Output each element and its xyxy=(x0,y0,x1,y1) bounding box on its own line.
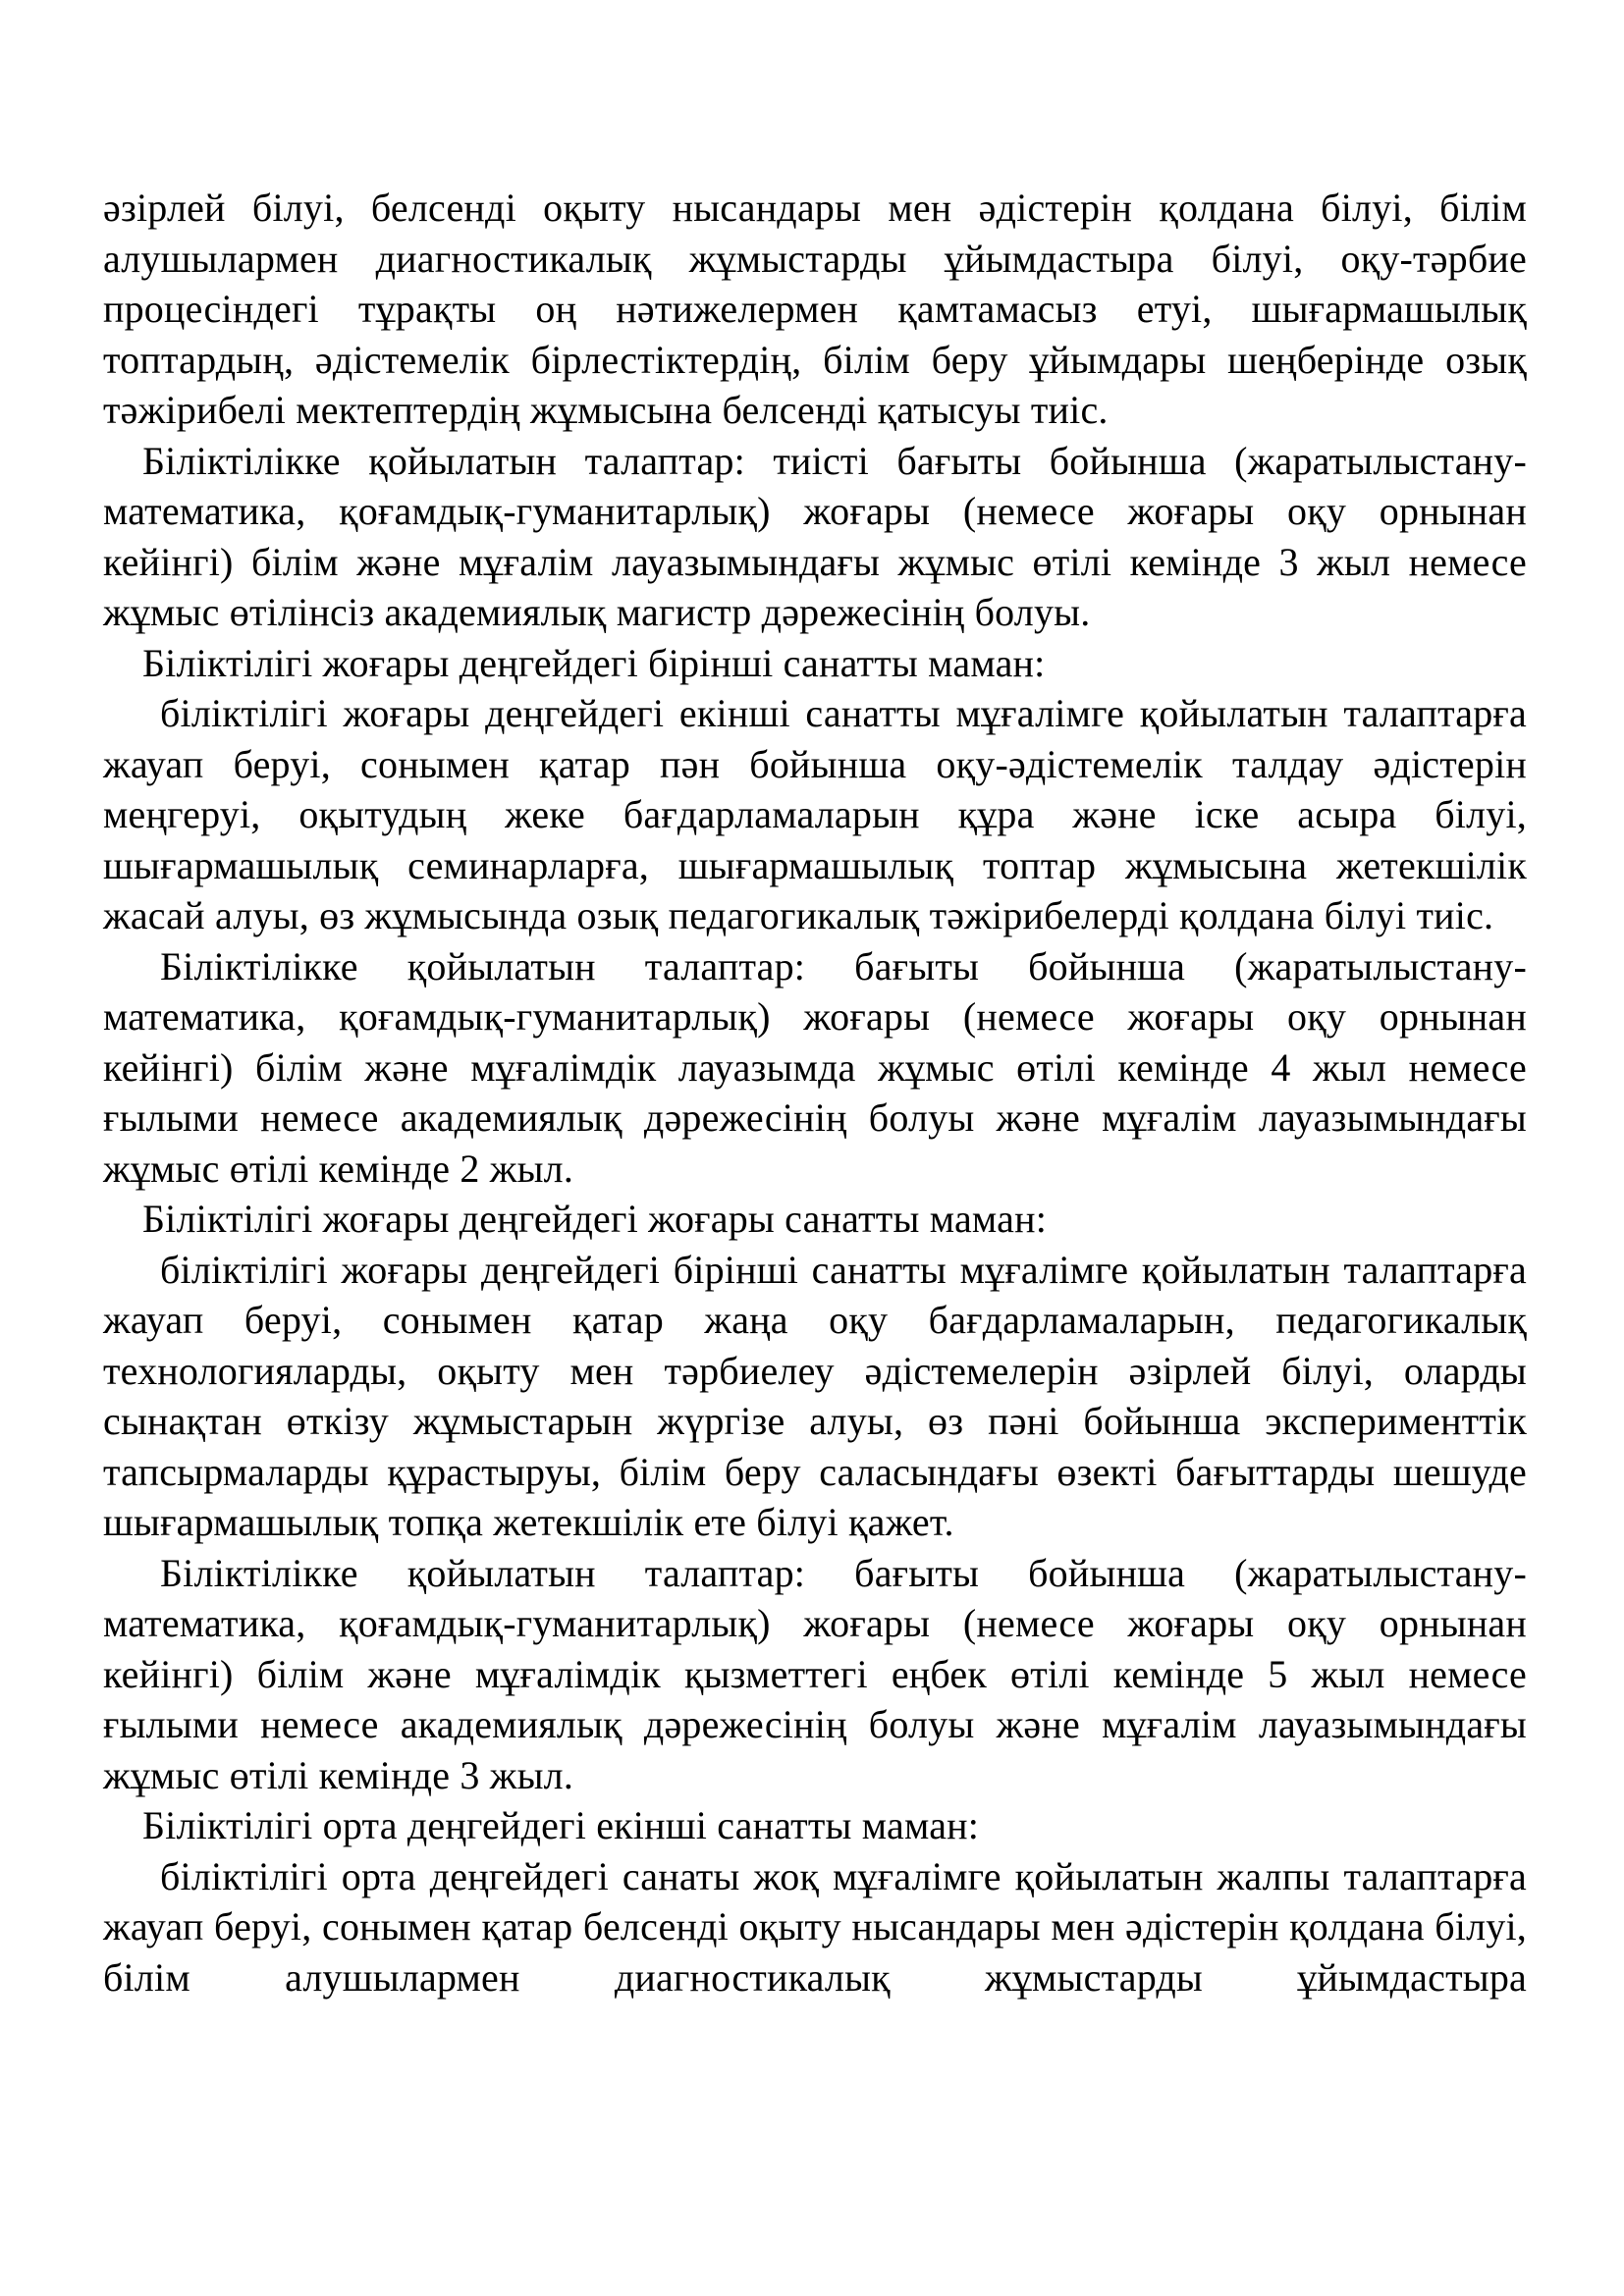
paragraph-qualification-requirements-2: Біліктілікке қойылатын талаптар: бағыты бойынша (жаратылыстану-математика, қоғамдық-гуманитарлық) жоғары (немесе жоғары оқу орнынан кейінгі) білім және мұғалімдік лауазымда жұмыс өтілі кемінде 4 жыл немесе ғылыми немесе академиялық дәрежесінің болуы және мұғалім лауазымындағы жұмыс өтілі кемінде 2 жыл. xyxy=(103,943,1527,1191)
paragraph-qualification-requirements-1: Біліктілікке қойылатын талаптар: тиісті бағыты бойынша (жаратылыстану-математика, қоғамдық-гуманитарлық) жоғары (немесе жоғары оқу орнынан кейінгі) білім және мұғалім лауазымындағы жұмыс өтілі кемінде 3 жыл немесе жұмыс өтілінсіз академиялық магистр дәрежесінің болуы. xyxy=(103,438,1527,634)
paragraph-qualification-requirements-3: Біліктілікке қойылатын талаптар: бағыты бойынша (жаратылыстану-математика, қоғамдық-гуманитарлық) жоғары (немесе жоғары оқу орнынан кейінгі) білім және мұғалімдік қызметтегі еңбек өтілі кемінде 5 жыл немесе ғылыми немесе академиялық дәрежесінің болуы және мұғалім лауазымындағы жұмыс өтілі кемінде 3 жыл. xyxy=(103,1550,1527,1797)
paragraph-heading-first-category-specialist: Біліктілігі жоғары деңгейдегі бірінші санатты маман: xyxy=(142,640,1046,685)
paragraph-highest-category-description: біліктілігі жоғары деңгейдегі бірінші санатты мұғалімге қойылатын талаптарға жауап беруі, сонымен қатар жаңа оқу бағдарламаларын, педагогикалық технологияларды, оқыту мен тәрбиелеу әдістемелерін әзірлей білуі, оларды сынақтан өткізу жұмыстарын жүргізе алуы, өз пәні бойынша эксперименттік тапсырмаларды құрастыруы, білім беру саласындағы өзекті бағыттарды шешуде шығармашылық топқа жетекшілік ете білуі қажет. xyxy=(103,1247,1527,1544)
paragraph-continuation-from-previous-page: әзірлей білуі, белсенді оқыту нысандары мен әдістерін қолдана білуі, білім алушылармен диагностикалық жұмыстарды ұйымдастыра білуі, оқу-тәрбие процесіндегі тұрақты оң нәтижелермен қамтамасыз етуі, шығармашылық топтардың, әдістемелік бірлестіктердің, білім беру ұйымдары шеңберінде озық тәжірибелі мектептердің жұмысына белсенді қатысуы тиіс. xyxy=(103,186,1527,432)
paragraph-heading-middle-level-second-category: Біліктілігі орта деңгейдегі екінші санатты маман: xyxy=(142,1803,980,1847)
paragraph-continues-to-next-page: біліктілігі орта деңгейдегі санаты жоқ мұғалімге қойылатын жалпы талаптарға жауап беруі, сонымен қатар белсенді оқыту нысандары мен әдістерін қолдана білуі, білім алушылармен диагностикалық жұмыстарды ұйымдастыра xyxy=(103,1853,1527,2000)
paragraph-heading-highest-category-specialist: Біліктілігі жоғары деңгейдегі жоғары санатты маман: xyxy=(142,1197,1048,1241)
paragraph-first-category-description: біліктілігі жоғары деңгейдегі екінші санатты мұғалімге қойылатын талаптарға жауап беруі, сонымен қатар пән бойынша оқу-әдістемелік талдау әдістерін меңгеруі, оқытудың жеке бағдарламаларын құра және іске асыра білуі, шығармашылық семинарларға, шығармашылық топтар жұмысына жетекшілік жасай алуы, өз жұмысында озық педагогикалық тәжірибелерді қолдана білуі тиіс. xyxy=(103,691,1527,937)
text-column xyxy=(103,183,1527,2002)
